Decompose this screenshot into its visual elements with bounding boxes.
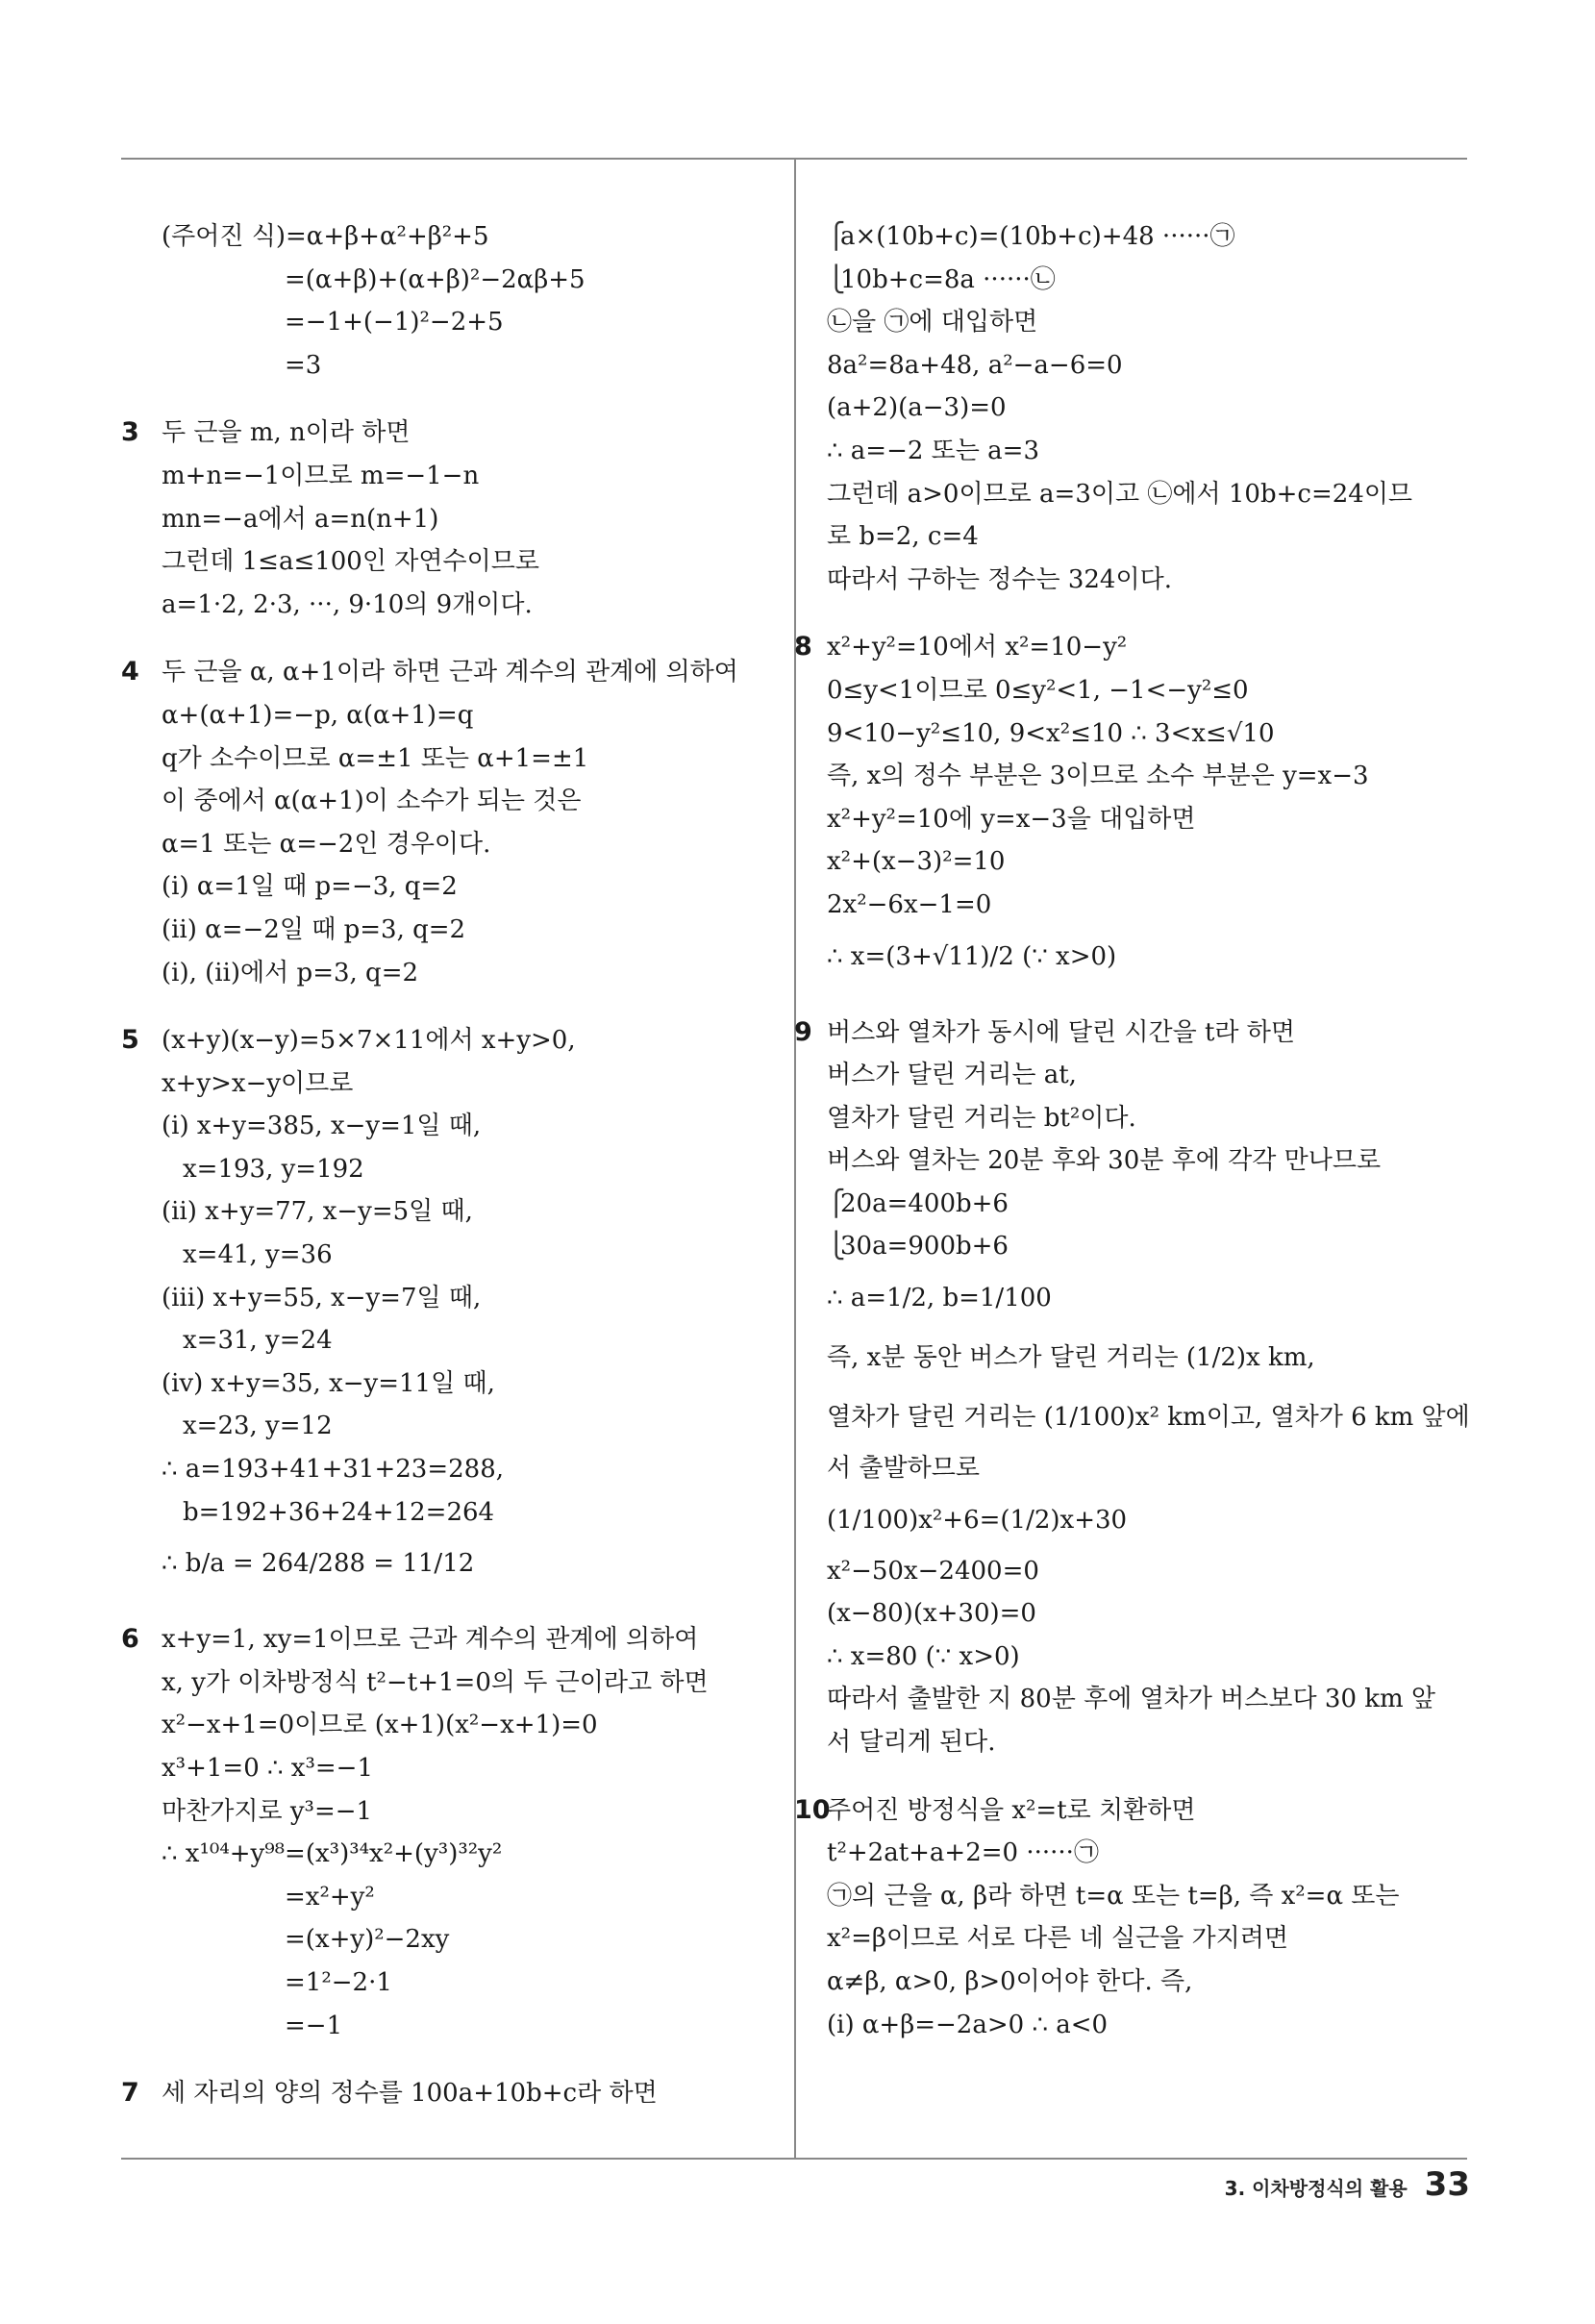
- problem-number: 5: [121, 1025, 139, 1056]
- problem-number: 3: [121, 417, 139, 448]
- line-text: mn=−a에서 a=n(n+1): [162, 504, 439, 534]
- problem-gap: [121, 1593, 746, 1618]
- line-text: 서 달리게 된다.: [827, 1728, 996, 1758]
- solution-line: [827, 473, 1471, 516]
- solution-line: [121, 455, 746, 498]
- solution-line: [121, 823, 746, 866]
- line-text: x²−50x−2400=0: [827, 1556, 1039, 1586]
- line-text: =1²−2·1: [285, 1967, 392, 1997]
- problem-gap: [827, 1764, 1471, 1789]
- line-text: (주어진 식)=α+β+α²+β²+5: [162, 222, 489, 251]
- solution-line: [121, 1105, 746, 1148]
- footer-chapter-title: 3. 이차방정식의 활용: [1224, 2177, 1408, 2200]
- line-text: 이 중에서 α(α+1)이 소수가 되는 것은: [162, 787, 582, 816]
- solution-line: [121, 344, 746, 387]
- solution-line: [121, 1405, 746, 1448]
- line-text: 마찬가지로 y³=−1: [162, 1796, 373, 1826]
- page-footer: [1225, 2165, 1470, 2204]
- problem-gap: [121, 387, 746, 412]
- line-text: 20a=400b+6: [840, 1188, 1009, 1218]
- line-text: 따라서 구하는 정수는 324이다.: [827, 564, 1172, 594]
- solution-line: [827, 1592, 1471, 1636]
- solution-line: [121, 301, 746, 344]
- problem-number: 10: [794, 1794, 831, 1825]
- column-divider: [794, 158, 796, 2160]
- line-text: α+(α+1)=−p, α(α+1)=q: [162, 700, 474, 730]
- line-text: 주어진 방정식을 x²=t로 치환하면: [827, 1795, 1196, 1825]
- line-text: x²+y²=10에서 x²=10−y²: [827, 633, 1128, 662]
- line-text: 2x²−6x−1=0: [827, 889, 992, 919]
- solution-line: [121, 259, 746, 302]
- line-text: ㉠의 근을 α, β라 하면 t=α 또는 t=β, 즉 x²=α 또는: [827, 1881, 1400, 1911]
- line-text: 즉, x분 동안 버스가 달린 거리는 (1/2)x km,: [827, 1343, 1315, 1373]
- solution-line: [827, 430, 1471, 473]
- line-text: 따라서 출발한 지 80분 후에 열차가 버스보다 30 km 앞: [827, 1685, 1436, 1714]
- line-text: 서 출발하므로: [827, 1454, 980, 1484]
- solution-line: [827, 259, 1471, 302]
- problem-gap: [121, 994, 746, 1019]
- line-text: x+y=1, xy=1이므로 근과 계수의 관계에 의하여: [162, 1625, 699, 1655]
- line-text: (ⅳ) x+y=35, x−y=11일 때,: [162, 1368, 495, 1398]
- solution-line: [827, 755, 1471, 798]
- line-text: m+n=−1이므로 m=−1−n: [162, 461, 480, 490]
- line-text: x=23, y=12: [183, 1412, 333, 1441]
- line-text: (ⅲ) x+y=55, x−y=7일 때,: [162, 1283, 482, 1312]
- problem-gap: [827, 987, 1471, 1012]
- line-text: (a+2)(a−3)=0: [827, 393, 1007, 423]
- line-text: 즉, x의 정수 부분은 3이므로 소수 부분은 y=x−3: [827, 762, 1369, 791]
- solution-line: [121, 651, 746, 694]
- solution-line: [827, 1832, 1471, 1875]
- solution-line: [121, 1234, 746, 1277]
- solution-line: [121, 412, 746, 455]
- solution-line: [827, 1183, 1471, 1226]
- solution-line: [121, 737, 746, 781]
- line-text: ∴ x=(3+√11)/2 (∵ x>0): [827, 941, 1117, 971]
- solution-line: [121, 1962, 746, 2005]
- solution-line: [121, 1491, 746, 1535]
- line-text: ∴ b/a = 264/288 = 11/12: [162, 1549, 475, 1579]
- line-text: (ⅰ) α+β=−2a>0 ∴ a<0: [827, 2010, 1109, 2039]
- solution-line: [121, 952, 746, 995]
- line-text: =3: [285, 350, 322, 380]
- bottom-rule: [121, 2158, 1467, 2160]
- solution-line: [121, 1662, 746, 1705]
- solution-line: [827, 1721, 1471, 1764]
- solution-line: [827, 884, 1471, 927]
- solution-line: [121, 1277, 746, 1320]
- solution-line: [827, 1490, 1471, 1550]
- problem-gap: [121, 626, 746, 651]
- line-text: =−1+(−1)²−2+5: [285, 308, 504, 337]
- solution-line: [827, 387, 1471, 430]
- solution-line: [827, 840, 1471, 884]
- solution-line: [121, 1833, 746, 1876]
- solution-line: [121, 865, 746, 909]
- solution-line: [121, 2072, 746, 2115]
- problem-number: 4: [121, 657, 139, 687]
- line-text: 로 b=2, c=4: [827, 522, 979, 552]
- line-text: ∴ a=1/2, b=1/100: [827, 1284, 1052, 1313]
- line-text: (x+y)(x−y)=5×7×11에서 x+y>0,: [162, 1026, 576, 1056]
- line-text: 두 근을 m, n이라 하면: [162, 418, 411, 448]
- solution-line: [827, 515, 1471, 559]
- solution-line: [121, 1362, 746, 1406]
- line-text: (ⅰ) α=1일 때 p=−3, q=2: [162, 872, 458, 902]
- solution-line: [121, 1319, 746, 1362]
- line-text: a=1·2, 2·3, ···, 9·10의 9개이다.: [162, 589, 533, 619]
- solution-line: [827, 1550, 1471, 1593]
- line-text: x²+y²=10에 y=x−3을 대입하면: [827, 804, 1196, 834]
- solution-line: [121, 1918, 746, 1962]
- line-text: a×(10b+c)=(10b+c)+48 ······㉠: [840, 222, 1235, 251]
- line-text: =−1: [285, 2011, 343, 2040]
- line-text: x=41, y=36: [183, 1240, 333, 1270]
- solution-line: [827, 669, 1471, 712]
- solution-line: [827, 1636, 1471, 1679]
- line-text: x²=β이므로 서로 다른 네 실근을 가지려면: [827, 1924, 1288, 1954]
- page-number: 33: [1424, 2165, 1470, 2204]
- solution-line: [827, 559, 1471, 602]
- solution-line: [827, 1961, 1471, 2004]
- line-text: 그런데 1≤a≤100인 자연수이므로: [162, 547, 539, 577]
- line-text: x=193, y=192: [183, 1154, 364, 1184]
- line-text: =x²+y²: [285, 1882, 375, 1912]
- line-text: =(x+y)²−2xy: [285, 1925, 450, 1955]
- problem-number: 8: [794, 632, 812, 662]
- solution-line: [827, 301, 1471, 344]
- line-text: 9<10−y²≤10, 9<x²≤10 ∴ 3<x≤√10: [827, 718, 1275, 748]
- solution-line: [827, 1097, 1471, 1140]
- solution-line: [827, 927, 1471, 987]
- system-brace: ⎧: [827, 1188, 846, 1218]
- problem-gap: [827, 601, 1471, 626]
- line-text: 버스가 달린 거리는 at,: [827, 1061, 1077, 1090]
- solution-line: [121, 1019, 746, 1062]
- solution-line: [827, 1328, 1471, 1387]
- solution-line: [827, 712, 1471, 756]
- line-text: α=1 또는 α=−2인 경우이다.: [162, 829, 491, 859]
- line-text: (ⅱ) α=−2일 때 p=3, q=2: [162, 914, 466, 944]
- line-text: 두 근을 α, α+1이라 하면 근과 계수의 관계에 의하여: [162, 658, 738, 687]
- system-brace: ⎧: [827, 222, 846, 251]
- solution-line: [827, 1225, 1471, 1268]
- solution-line: [794, 626, 1471, 669]
- solution-line: [121, 1618, 746, 1662]
- line-text: x²−x+1=0이므로 (x+1)(x²−x+1)=0: [162, 1711, 598, 1740]
- line-text: x, y가 이차방정식 t²−t+1=0의 두 근이라고 하면: [162, 1667, 709, 1697]
- solution-line: [827, 1054, 1471, 1097]
- solution-line: [121, 498, 746, 541]
- solution-line: [121, 909, 746, 952]
- line-text: 버스와 열차는 20분 후와 30분 후에 각각 만나므로: [827, 1146, 1382, 1176]
- line-text: x=31, y=24: [183, 1326, 333, 1356]
- line-text: 열차가 달린 거리는 bt²이다.: [827, 1103, 1136, 1133]
- solution-line: [121, 1062, 746, 1106]
- line-text: 버스와 열차가 동시에 달린 시간을 t라 하면: [827, 1017, 1296, 1047]
- problem-number: 7: [121, 2078, 139, 2109]
- line-text: ∴ a=193+41+31+23=288,: [162, 1455, 505, 1485]
- solution-line: [121, 1876, 746, 1919]
- solution-line: [121, 694, 746, 737]
- solution-line: [121, 1190, 746, 1234]
- line-text: ∴ a=−2 또는 a=3: [827, 436, 1040, 465]
- solution-line: [121, 1790, 746, 1834]
- line-text: x²+(x−3)²=10: [827, 847, 1006, 877]
- solution-line: [121, 1704, 746, 1747]
- line-text: (ⅰ), (ⅱ)에서 p=3, q=2: [162, 958, 419, 987]
- solution-line: [121, 1534, 746, 1593]
- line-text: (x−80)(x+30)=0: [827, 1599, 1036, 1629]
- system-brace: ⎩: [827, 1232, 846, 1262]
- line-text: 0≤y<1이므로 0≤y²<1, −1<−y²≤0: [827, 675, 1249, 705]
- solution-line: [827, 798, 1471, 841]
- solution-line: [827, 1447, 1471, 1490]
- line-text: x+y>x−y이므로: [162, 1068, 354, 1098]
- solution-line: [794, 1789, 1471, 1833]
- problem-number: 6: [121, 1624, 139, 1655]
- solution-line: [827, 1917, 1471, 1961]
- solution-line: [827, 344, 1471, 387]
- line-text: ∴ x=80 (∵ x>0): [827, 1641, 1020, 1671]
- line-text: 그런데 a>0이므로 a=3이고 ㉡에서 10b+c=24이므: [827, 479, 1413, 509]
- solution-line: [827, 2004, 1471, 2047]
- line-text: (ⅱ) x+y=77, x−y=5일 때,: [162, 1197, 473, 1227]
- solution-line: [827, 1387, 1471, 1447]
- solution-line: [121, 780, 746, 823]
- solution-line: [827, 1268, 1471, 1328]
- line-text: 10b+c=8a ······㉡: [840, 264, 1056, 294]
- solution-line: [121, 1747, 746, 1790]
- solution-line: [121, 2005, 746, 2048]
- solution-line: [827, 215, 1471, 259]
- line-text: 8a²=8a+48, a²−a−6=0: [827, 350, 1123, 380]
- solution-line: [827, 1678, 1471, 1721]
- solution-line: [121, 540, 746, 584]
- solution-line: [121, 215, 746, 259]
- line-text: =(α+β)+(α+β)²−2αβ+5: [285, 264, 586, 294]
- solution-line: [827, 1875, 1471, 1918]
- line-text: q가 소수이므로 α=±1 또는 α+1=±1: [162, 743, 589, 773]
- line-text: b=192+36+24+12=264: [183, 1497, 495, 1527]
- solution-line: [827, 1139, 1471, 1183]
- system-brace: ⎩: [827, 264, 846, 294]
- line-text: x³+1=0 ∴ x³=−1: [162, 1754, 374, 1783]
- problem-gap: [121, 2047, 746, 2072]
- solution-line: [121, 1148, 746, 1191]
- line-text: (1/100)x²+6=(1/2)x+30: [827, 1505, 1128, 1535]
- line-text: α≠β, α>0, β>0이어야 한다. 즉,: [827, 1967, 1193, 1996]
- solution-line: [794, 1012, 1471, 1055]
- solution-line: [121, 584, 746, 627]
- left-column: [121, 215, 746, 2115]
- right-column: [794, 215, 1471, 2046]
- solution-line: [121, 1448, 746, 1491]
- line-text: (ⅰ) x+y=385, x−y=1일 때,: [162, 1112, 482, 1141]
- line-text: 열차가 달린 거리는 (1/100)x² km이고, 열차가 6 km 앞에: [827, 1403, 1470, 1433]
- line-text: t²+2at+a+2=0 ······㉠: [827, 1838, 1099, 1868]
- line-text: 30a=900b+6: [840, 1232, 1009, 1262]
- line-text: ㉡을 ㉠에 대입하면: [827, 308, 1038, 337]
- problem-number: 9: [794, 1016, 812, 1047]
- line-text: ∴ x¹⁰⁴+y⁹⁸=(x³)³⁴x²+(y³)³²y²: [162, 1839, 503, 1869]
- line-text: 세 자리의 양의 정수를 100a+10b+c라 하면: [162, 2079, 658, 2109]
